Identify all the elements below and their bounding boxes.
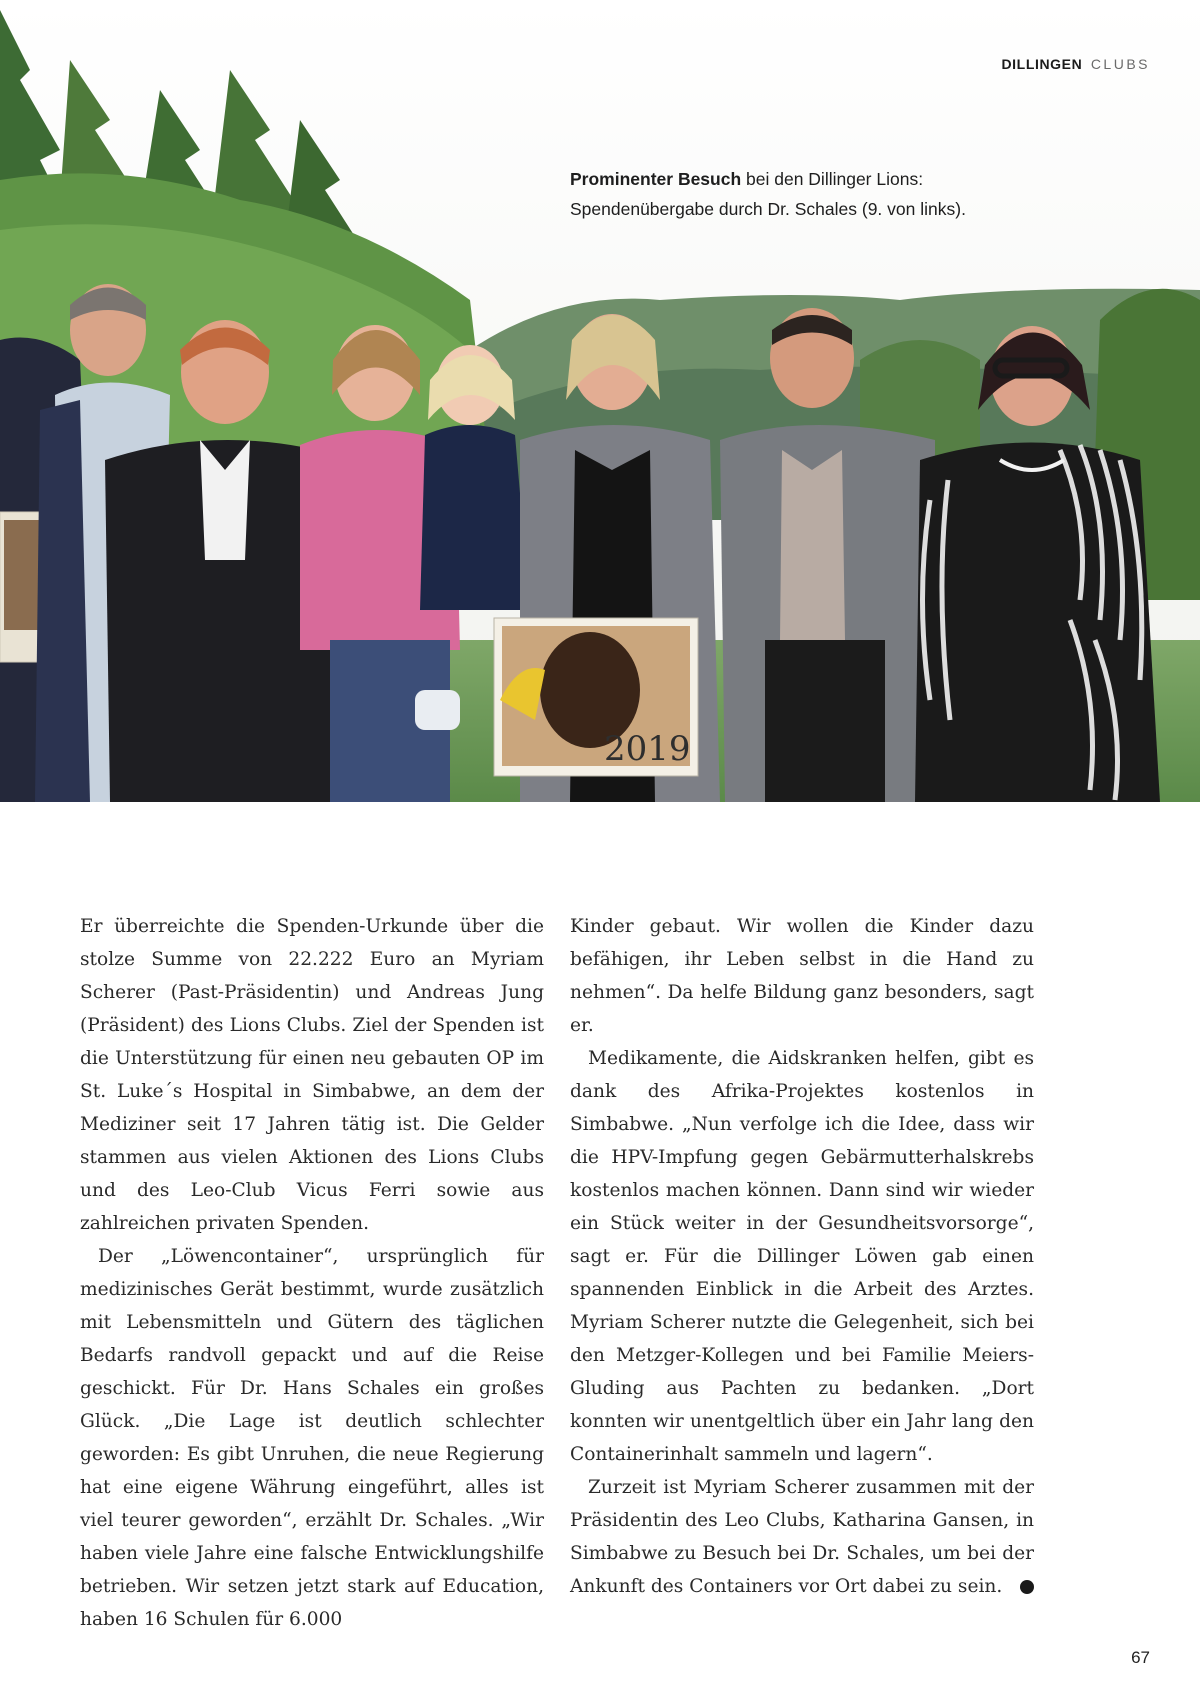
caption-text: bei den Dillinger Lions: Spendenübergabe durch Dr. Schales (9. von links). <box>570 169 966 219</box>
photo-caption <box>570 164 1034 224</box>
header-keyword: DILLINGEN <box>1001 56 1083 72</box>
lions-end-mark-icon: L <box>1020 1580 1034 1594</box>
header-section: CLUBS <box>1090 56 1150 72</box>
article-paragraph: Er überreichte die Spenden-Urkunde über die stolze Summe von 22.222 Euro an Myriam Scherer (Past-Präsidentin) und Andreas Jung (Präsident) des Lions Clubs. Ziel der Spenden ist die Unterstützung für einen neu gebauten OP im St. Luke´s Hospital in Simbabwe, an dem der Mediziner seit 17 Jahren tätig ist. Die Gelder stammen aus vielen Aktionen des Lions Clubs und des Leo-Club Vicus Ferri sowie aus zahlreichen privaten Spenden. <box>80 916 544 1234</box>
calendar-year-label: 2019 <box>604 729 691 769</box>
article-paragraph-last <box>570 1471 1045 1603</box>
caption-lead: Prominenter Besuch <box>570 169 742 189</box>
article-column-2 <box>570 910 1045 1603</box>
page-header <box>1001 56 1150 72</box>
group-photo <box>0 0 1200 802</box>
article-paragraph-text: Zurzeit ist Myriam Scherer zusammen mit der Präsidentin des Leo Clubs, Katharina Gansen, in Simbabwe zu Besuch bei Dr. Schales, um bei der Ankunft des Containers vor Ort dabei zu sein. <box>570 1477 1034 1597</box>
article-paragraph: Kinder gebaut. Wir wollen die Kinder dazu befähigen, ihr Leben selbst in die Hand zu nehmen“. Da helfe Bildung ganz besonders, sagt er. <box>570 916 1034 1036</box>
article-paragraph: Medikamente, die Aidskranken helfen, gibt es dank des Afrika-Projektes kostenlos in Simbabwe. „Nun verfolge ich die Idee, dass wir die HPV-Impfung gegen Gebärmutterhalskrebs kostenlos machen können. Dann sind wir wieder ein Stück weiter in der Gesundheitsvorsorge“, sagt er. Für die Dillinger Löwen gab einen spannenden Einblick in die Arbeit des Arztes. Myriam Scherer nutzte die Gelegenheit, sich bei den Metzger-Kollegen und bei Familie Meiers-Gluding aus Pachten zu bedanken. „Dort konnten wir unentgeltlich über ein Jahr lang den Containerinhalt sammeln und lagern“. <box>570 1048 1034 1465</box>
article-paragraph: Der „Löwencontainer“, ursprünglich für medizinisches Gerät bestimmt, wurde zusätzlich mit Lebensmitteln und Gütern des täglichen Bedarfs randvoll gepackt und auf die Reise geschickt. Für Dr. Hans Schales ein großes Glück. „Die Lage ist deutlich schlechter geworden: Es gibt Unruhen, die neue Regierung hat eine eigene Währung eingeführt, alles ist viel teurer geworden“, erzählt Dr. Schales. „Wir haben viele Jahre eine falsche Entwicklungshilfe betrieben. Wir setzen jetzt stark auf Education, haben 16 Schulen für 6.000 <box>80 1246 544 1630</box>
page-number: 67 <box>1131 1648 1150 1667</box>
group-photo-illustration <box>0 0 1200 802</box>
article-column-1 <box>80 910 544 1636</box>
